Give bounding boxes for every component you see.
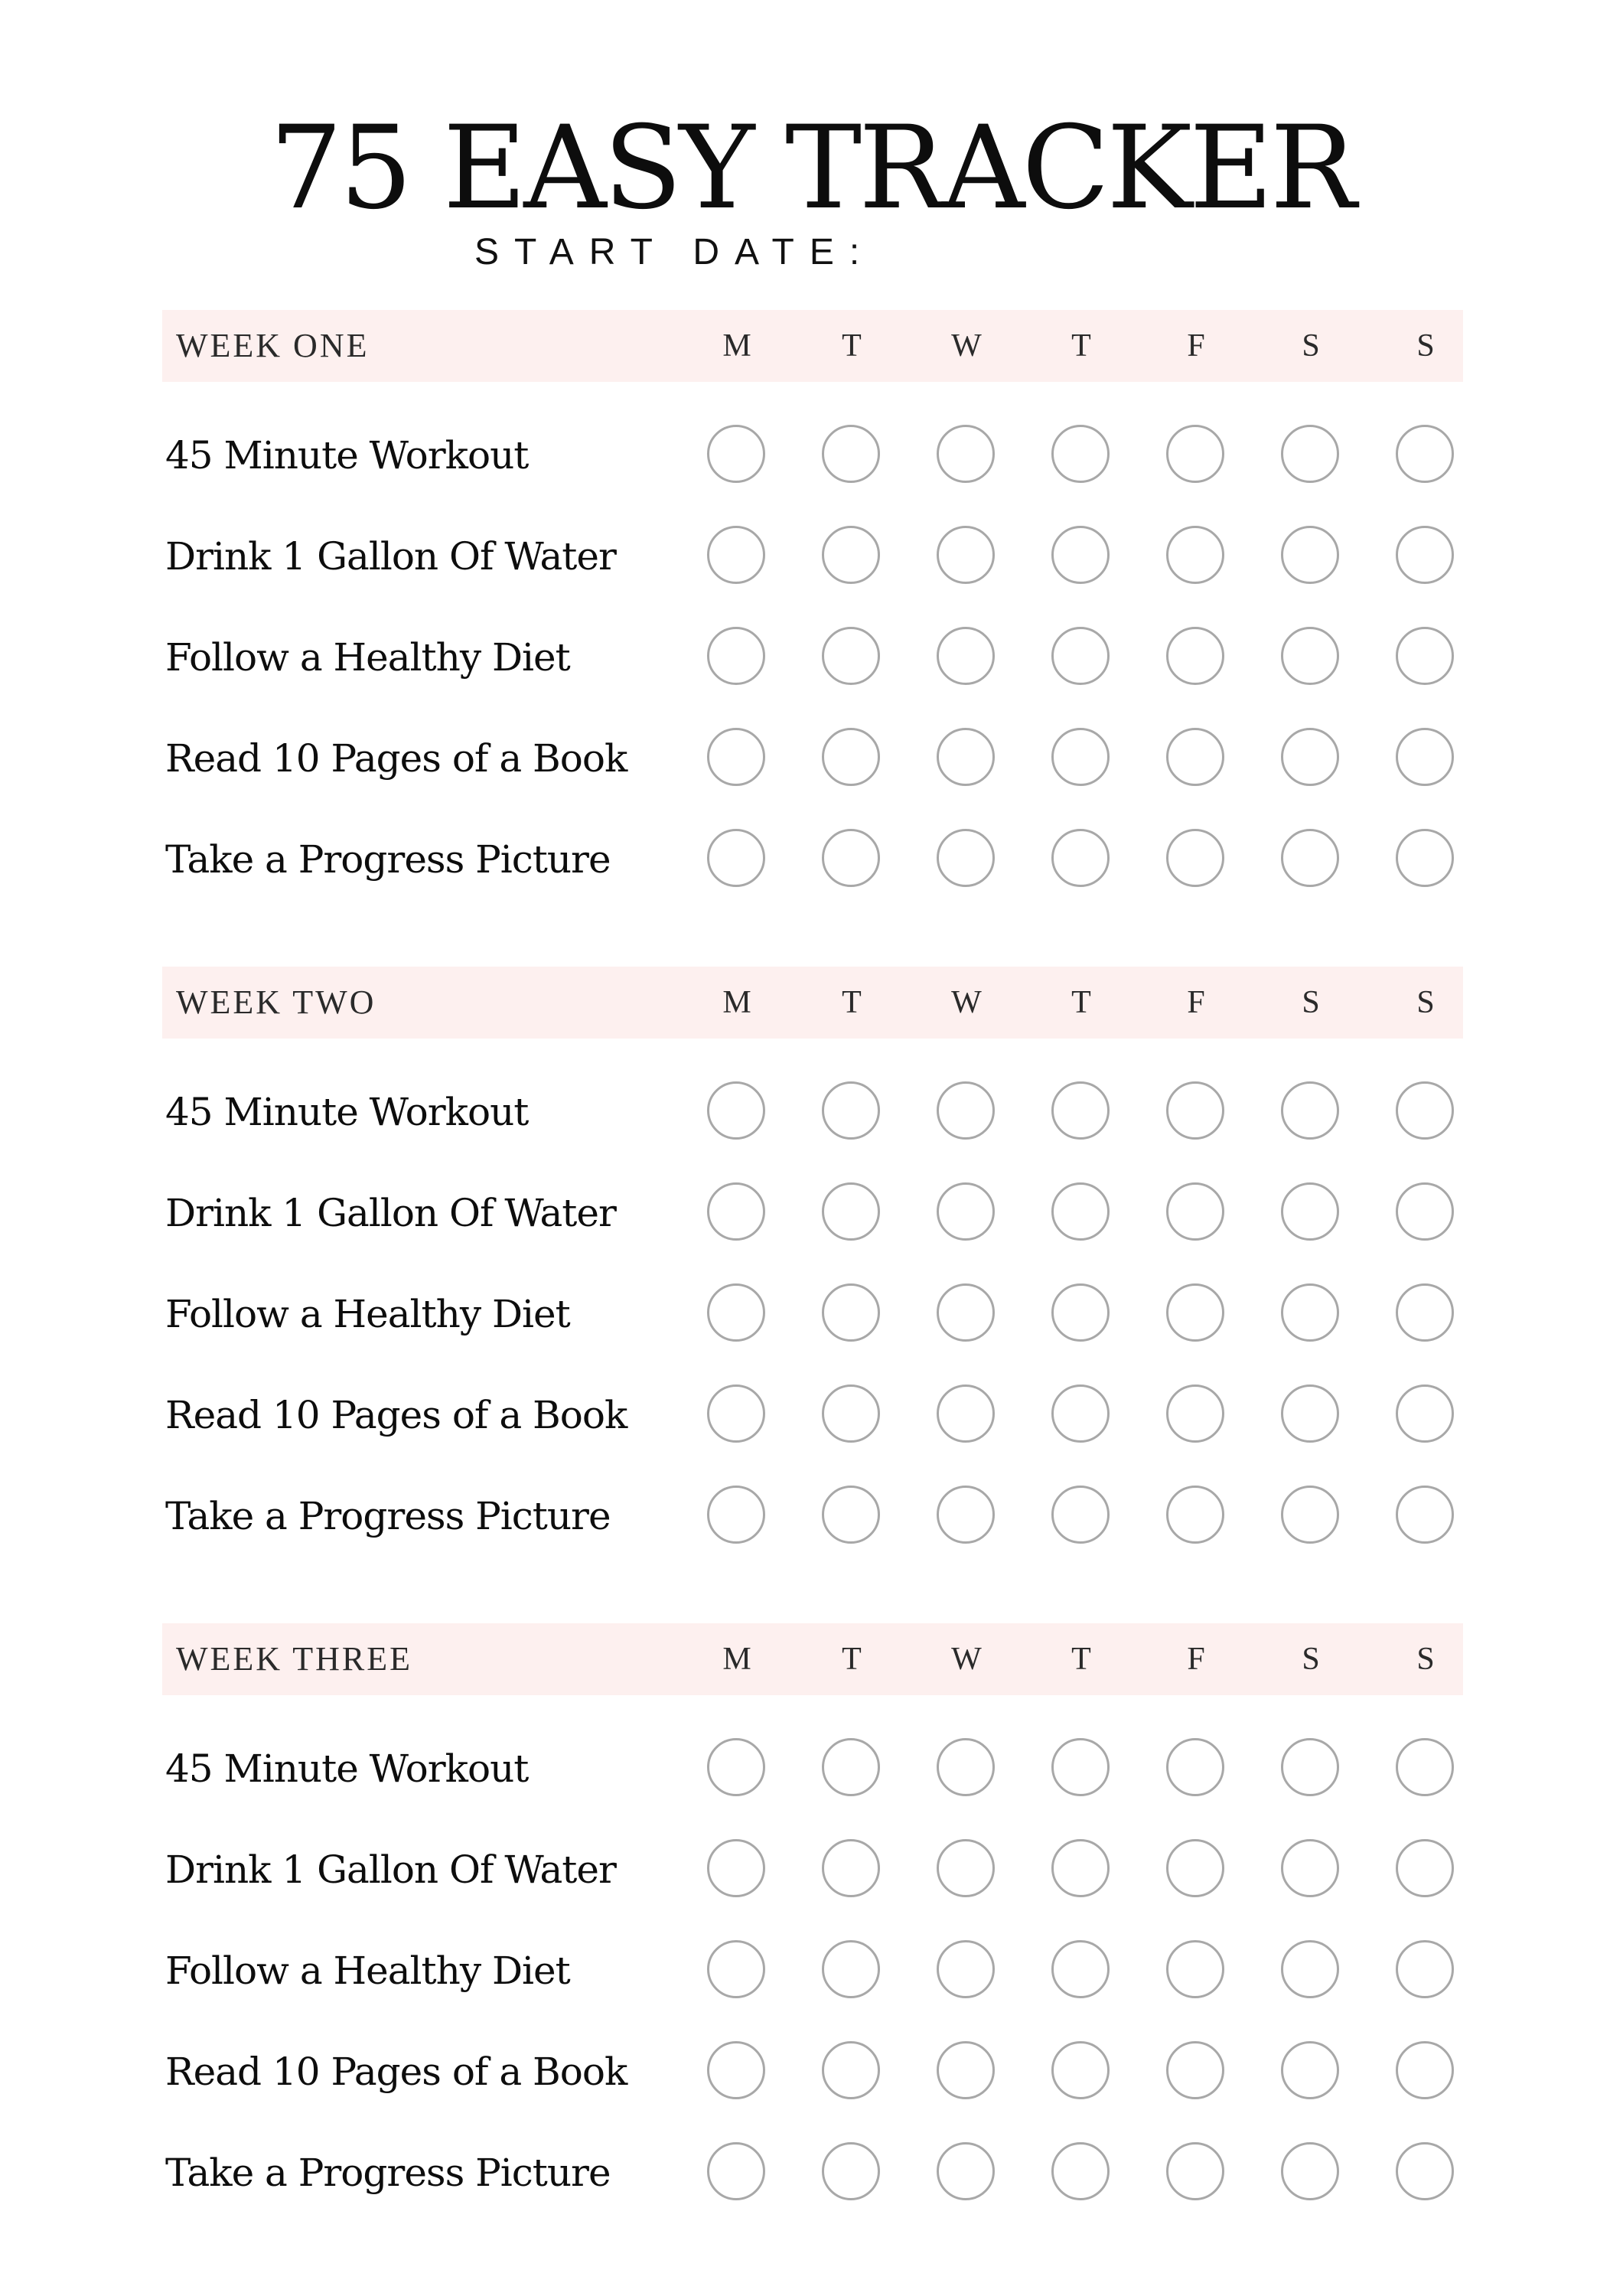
check-circle-wednesday[interactable]: [937, 829, 995, 887]
day-label-saturday: S: [1302, 328, 1320, 364]
habit-label: Drink 1 Gallon Of Water: [165, 1191, 616, 1235]
check-circle-monday[interactable]: [707, 1486, 765, 1544]
check-circle-friday[interactable]: [1166, 1283, 1224, 1342]
check-circle-tuesday[interactable]: [822, 425, 880, 483]
habit-row: [162, 1365, 1463, 1466]
habit-row: [162, 2021, 1463, 2122]
check-circle-tuesday[interactable]: [822, 1839, 880, 1897]
check-circle-monday[interactable]: [707, 627, 765, 685]
check-circle-tuesday[interactable]: [822, 728, 880, 786]
habit-row: [162, 607, 1463, 708]
check-circle-tuesday[interactable]: [822, 1283, 880, 1342]
day-label-saturday: S: [1302, 1642, 1320, 1677]
day-label-thursday: T: [1071, 328, 1091, 364]
habit-label: Read 10 Pages of a Book: [165, 2050, 627, 2094]
habit-label: Drink 1 Gallon Of Water: [165, 534, 616, 579]
check-circle-thursday[interactable]: [1051, 728, 1110, 786]
day-label-monday: M: [722, 328, 751, 364]
check-circle-sunday[interactable]: [1396, 2142, 1454, 2200]
check-circle-thursday[interactable]: [1051, 1940, 1110, 1998]
check-circle-monday[interactable]: [707, 1283, 765, 1342]
check-circle-wednesday[interactable]: [937, 2041, 995, 2099]
week-label: WEEK TWO: [176, 983, 376, 1021]
day-label-friday: F: [1187, 1642, 1205, 1677]
habit-row: [162, 506, 1463, 607]
check-circle-monday[interactable]: [707, 2142, 765, 2200]
check-circle-sunday[interactable]: [1396, 2041, 1454, 2099]
check-circle-sunday[interactable]: [1396, 1486, 1454, 1544]
check-circle-thursday[interactable]: [1051, 526, 1110, 584]
day-label-sunday: S: [1416, 1642, 1435, 1677]
habit-label: Drink 1 Gallon Of Water: [165, 1848, 616, 1892]
day-label-tuesday: T: [842, 328, 862, 364]
day-label-wednesday: W: [951, 328, 982, 364]
check-circle-monday[interactable]: [707, 526, 765, 584]
day-label-monday: M: [722, 985, 751, 1020]
habit-row: [162, 1819, 1463, 1920]
check-circle-monday[interactable]: [707, 728, 765, 786]
check-circle-friday[interactable]: [1166, 829, 1224, 887]
check-circle-sunday[interactable]: [1396, 829, 1454, 887]
check-circle-friday[interactable]: [1166, 425, 1224, 483]
check-circle-friday[interactable]: [1166, 1839, 1224, 1897]
habit-row: [162, 1920, 1463, 2021]
check-circle-friday[interactable]: [1166, 526, 1224, 584]
check-circle-sunday[interactable]: [1396, 728, 1454, 786]
check-circle-tuesday[interactable]: [822, 1182, 880, 1241]
check-circle-friday[interactable]: [1166, 1384, 1224, 1443]
check-circle-sunday[interactable]: [1396, 526, 1454, 584]
page-title: 75 EASY TRACKER: [269, 102, 1354, 235]
check-circle-thursday[interactable]: [1051, 1081, 1110, 1140]
habit-row: [162, 708, 1463, 809]
week-header: [162, 1623, 1463, 1695]
day-label-tuesday: T: [842, 985, 862, 1020]
check-circle-monday[interactable]: [707, 1384, 765, 1443]
check-circle-wednesday[interactable]: [937, 1940, 995, 1998]
check-circle-tuesday[interactable]: [822, 1940, 880, 1998]
check-circle-tuesday[interactable]: [822, 526, 880, 584]
check-circle-friday[interactable]: [1166, 627, 1224, 685]
check-circle-friday[interactable]: [1166, 1182, 1224, 1241]
habit-row: [162, 405, 1463, 506]
check-circle-saturday[interactable]: [1281, 1182, 1339, 1241]
habit-label: Take a Progress Picture: [165, 837, 611, 882]
check-circle-saturday[interactable]: [1281, 1486, 1339, 1544]
day-label-sunday: S: [1416, 985, 1435, 1020]
check-circle-monday[interactable]: [707, 425, 765, 483]
check-circle-thursday[interactable]: [1051, 1182, 1110, 1241]
day-label-thursday: T: [1071, 1642, 1091, 1677]
check-circle-saturday[interactable]: [1281, 1839, 1339, 1897]
check-circle-monday[interactable]: [707, 2041, 765, 2099]
habit-label: Take a Progress Picture: [165, 1494, 611, 1538]
check-circle-tuesday[interactable]: [822, 2041, 880, 2099]
check-circle-friday[interactable]: [1166, 1738, 1224, 1796]
check-circle-saturday[interactable]: [1281, 1384, 1339, 1443]
day-label-friday: F: [1187, 985, 1205, 1020]
check-circle-sunday[interactable]: [1396, 1738, 1454, 1796]
check-circle-saturday[interactable]: [1281, 1940, 1339, 1998]
week-three-section: [162, 1623, 1463, 2220]
habit-label: Read 10 Pages of a Book: [165, 736, 627, 781]
check-circle-wednesday[interactable]: [937, 627, 995, 685]
check-circle-friday[interactable]: [1166, 1081, 1224, 1140]
check-circle-wednesday[interactable]: [937, 1839, 995, 1897]
check-circle-tuesday[interactable]: [822, 1486, 880, 1544]
habit-row: [162, 1264, 1463, 1365]
check-circle-thursday[interactable]: [1051, 829, 1110, 887]
check-circle-monday[interactable]: [707, 1940, 765, 1998]
habit-row: [162, 809, 1463, 910]
check-circle-wednesday[interactable]: [937, 1081, 995, 1140]
day-label-wednesday: W: [951, 985, 982, 1020]
check-circle-saturday[interactable]: [1281, 526, 1339, 584]
habit-label: Take a Progress Picture: [165, 2151, 611, 2195]
habit-label: Follow a Healthy Diet: [165, 1949, 570, 1993]
habit-label: 45 Minute Workout: [165, 433, 529, 478]
check-circle-monday[interactable]: [707, 1182, 765, 1241]
check-circle-wednesday[interactable]: [937, 1486, 995, 1544]
day-label-wednesday: W: [951, 1642, 982, 1677]
check-circle-sunday[interactable]: [1396, 1283, 1454, 1342]
check-circle-wednesday[interactable]: [937, 1738, 995, 1796]
check-circle-tuesday[interactable]: [822, 1081, 880, 1140]
check-circle-saturday[interactable]: [1281, 2142, 1339, 2200]
habit-label: 45 Minute Workout: [165, 1746, 529, 1791]
week-header: [162, 310, 1463, 382]
day-label-thursday: T: [1071, 985, 1091, 1020]
check-circle-monday[interactable]: [707, 1738, 765, 1796]
check-circle-thursday[interactable]: [1051, 425, 1110, 483]
check-circle-thursday[interactable]: [1051, 1738, 1110, 1796]
check-circle-sunday[interactable]: [1396, 1940, 1454, 1998]
check-circle-thursday[interactable]: [1051, 1486, 1110, 1544]
check-circle-tuesday[interactable]: [822, 627, 880, 685]
check-circle-wednesday[interactable]: [937, 2142, 995, 2200]
day-label-tuesday: T: [842, 1642, 862, 1677]
check-circle-sunday[interactable]: [1396, 1384, 1454, 1443]
day-label-friday: F: [1187, 328, 1205, 364]
check-circle-saturday[interactable]: [1281, 1283, 1339, 1342]
check-circle-monday[interactable]: [707, 1081, 765, 1140]
check-circle-sunday[interactable]: [1396, 1081, 1454, 1140]
check-circle-friday[interactable]: [1166, 1940, 1224, 1998]
check-circle-thursday[interactable]: [1051, 627, 1110, 685]
week-header: [162, 967, 1463, 1039]
habit-row: [162, 1466, 1463, 1567]
check-circle-monday[interactable]: [707, 829, 765, 887]
check-circle-wednesday[interactable]: [937, 526, 995, 584]
check-circle-saturday[interactable]: [1281, 1081, 1339, 1140]
check-circle-thursday[interactable]: [1051, 1384, 1110, 1443]
check-circle-monday[interactable]: [707, 1839, 765, 1897]
day-label-monday: M: [722, 1642, 751, 1677]
check-circle-friday[interactable]: [1166, 728, 1224, 786]
day-label-saturday: S: [1302, 985, 1320, 1020]
week-label: WEEK THREE: [176, 1640, 413, 1678]
check-circle-sunday[interactable]: [1396, 425, 1454, 483]
habit-row: [162, 1163, 1463, 1264]
start-date-label: START DATE:: [474, 232, 875, 272]
check-circle-sunday[interactable]: [1396, 1182, 1454, 1241]
check-circle-saturday[interactable]: [1281, 627, 1339, 685]
check-circle-tuesday[interactable]: [822, 1384, 880, 1443]
check-circle-thursday[interactable]: [1051, 2142, 1110, 2200]
day-label-sunday: S: [1416, 328, 1435, 364]
week-one-section: [162, 310, 1463, 907]
habit-row: [162, 2122, 1463, 2223]
check-circle-saturday[interactable]: [1281, 1738, 1339, 1796]
check-circle-wednesday[interactable]: [937, 1182, 995, 1241]
check-circle-tuesday[interactable]: [822, 829, 880, 887]
habit-row: [162, 1718, 1463, 1819]
check-circle-wednesday[interactable]: [937, 1283, 995, 1342]
habit-label: Read 10 Pages of a Book: [165, 1393, 627, 1437]
check-circle-thursday[interactable]: [1051, 2041, 1110, 2099]
check-circle-friday[interactable]: [1166, 2142, 1224, 2200]
check-circle-wednesday[interactable]: [937, 728, 995, 786]
check-circle-friday[interactable]: [1166, 2041, 1224, 2099]
check-circle-tuesday[interactable]: [822, 1738, 880, 1796]
check-circle-thursday[interactable]: [1051, 1839, 1110, 1897]
week-two-section: [162, 967, 1463, 1564]
check-circle-sunday[interactable]: [1396, 1839, 1454, 1897]
check-circle-wednesday[interactable]: [937, 1384, 995, 1443]
check-circle-sunday[interactable]: [1396, 627, 1454, 685]
habit-row: [162, 1062, 1463, 1163]
check-circle-saturday[interactable]: [1281, 425, 1339, 483]
week-label: WEEK ONE: [176, 327, 370, 364]
check-circle-wednesday[interactable]: [937, 425, 995, 483]
check-circle-saturday[interactable]: [1281, 829, 1339, 887]
check-circle-friday[interactable]: [1166, 1486, 1224, 1544]
check-circle-saturday[interactable]: [1281, 728, 1339, 786]
habit-label: Follow a Healthy Diet: [165, 635, 570, 680]
check-circle-tuesday[interactable]: [822, 2142, 880, 2200]
check-circle-thursday[interactable]: [1051, 1283, 1110, 1342]
habit-label: 45 Minute Workout: [165, 1090, 529, 1134]
check-circle-saturday[interactable]: [1281, 2041, 1339, 2099]
habit-label: Follow a Healthy Diet: [165, 1292, 570, 1336]
